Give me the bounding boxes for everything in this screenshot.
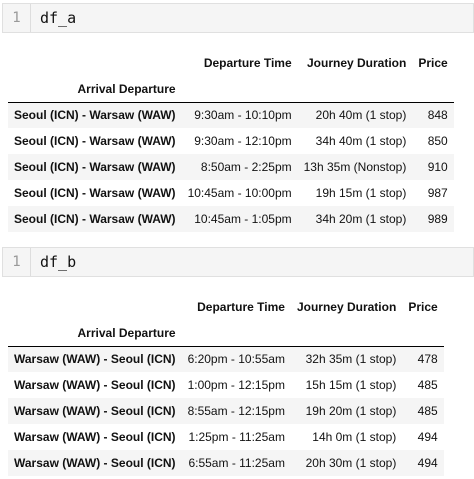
price-cell: 989 (427, 212, 448, 226)
line-number: 1 (3, 248, 31, 276)
departure-time-cell: 6:20pm - 10:55am (187, 352, 285, 367)
price-cell: 850 (427, 134, 448, 148)
journey-duration-cell: 13h 35m (Nonstop) (303, 160, 407, 174)
departure-time-cell: 1:00pm - 12:15pm (187, 378, 285, 392)
column-header: Price (408, 300, 438, 314)
code-cell-b[interactable] (2, 247, 474, 277)
index-header-row (8, 76, 454, 102)
journey-duration-cell: 14h 0m (1 stop) (312, 430, 397, 444)
row-index: Warsaw (WAW) - Seoul (ICN) (14, 404, 176, 418)
row-index: Warsaw (WAW) - Seoul (ICN) (14, 430, 176, 444)
column-header: Journey Duration (307, 56, 407, 70)
journey-duration-cell: 20h 30m (1 stop) (305, 456, 397, 470)
journey-duration-cell: 34h 20m (1 stop) (315, 212, 407, 226)
column-header: Departure Time (203, 56, 292, 70)
dataframe-table-b (8, 294, 444, 476)
table-row (8, 180, 454, 206)
price-cell: 848 (427, 108, 448, 123)
row-index: Seoul (ICN) - Warsaw (WAW) (14, 134, 176, 148)
departure-time-cell: 6:55am - 11:25am (188, 456, 285, 470)
blank-header (8, 294, 182, 320)
row-index: Warsaw (WAW) - Seoul (ICN) (14, 378, 176, 392)
journey-duration-cell: 19h 20m (1 stop) (305, 404, 397, 418)
table-row (8, 102, 454, 128)
price-cell: 478 (417, 352, 438, 367)
table-row (8, 398, 444, 424)
dataframe-table-a (8, 50, 454, 232)
row-index: Seoul (ICN) - Warsaw (WAW) (14, 108, 176, 123)
table-row (8, 128, 454, 154)
table-row (8, 424, 444, 450)
journey-duration-cell: 34h 40m (1 stop) (315, 134, 407, 148)
table-row (8, 206, 454, 232)
line-number: 1 (3, 4, 31, 32)
journey-duration-cell: 32h 35m (1 stop) (305, 352, 397, 367)
table-row (8, 154, 454, 180)
column-header-row (8, 50, 454, 76)
code-text[interactable]: df_a (40, 9, 77, 27)
row-index: Warsaw (WAW) - Seoul (ICN) (14, 456, 176, 470)
price-cell: 494 (417, 430, 438, 444)
column-header: Journey Duration (296, 300, 397, 314)
departure-time-cell: 10:45am - 10:00pm (187, 186, 292, 200)
index-name-header: Arrival Departure (8, 76, 182, 102)
row-index: Warsaw (WAW) - Seoul (ICN) (14, 352, 176, 367)
price-cell: 485 (417, 404, 438, 418)
code-cell-a[interactable] (2, 3, 474, 33)
column-header-row (8, 294, 444, 320)
departure-time-cell: 8:55am - 12:15pm (187, 404, 285, 418)
price-cell: 987 (427, 186, 448, 200)
departure-time-cell: 10:45am - 1:05pm (194, 212, 292, 226)
departure-time-cell: 9:30am - 10:10pm (194, 108, 292, 123)
departure-time-cell: 8:50am - 2:25pm (200, 160, 292, 174)
table-row (8, 372, 444, 398)
blank-header (8, 50, 182, 76)
index-header-row (8, 320, 444, 346)
index-name-header: Arrival Departure (8, 320, 182, 346)
price-cell: 910 (427, 160, 448, 174)
table-row (8, 346, 444, 372)
price-cell: 485 (417, 378, 438, 392)
code-text[interactable]: df_b (40, 253, 77, 271)
column-header: Departure Time (197, 300, 285, 314)
departure-time-cell: 9:30am - 12:10pm (194, 134, 292, 148)
price-cell: 494 (417, 456, 438, 470)
row-index: Seoul (ICN) - Warsaw (WAW) (14, 212, 176, 226)
column-header: Price (418, 56, 448, 70)
journey-duration-cell: 15h 15m (1 stop) (305, 378, 397, 392)
row-index: Seoul (ICN) - Warsaw (WAW) (14, 186, 176, 200)
table-row (8, 450, 444, 476)
journey-duration-cell: 19h 15m (1 stop) (315, 186, 407, 200)
departure-time-cell: 1:25pm - 11:25am (188, 430, 285, 444)
journey-duration-cell: 20h 40m (1 stop) (315, 108, 407, 123)
row-index: Seoul (ICN) - Warsaw (WAW) (14, 160, 176, 174)
